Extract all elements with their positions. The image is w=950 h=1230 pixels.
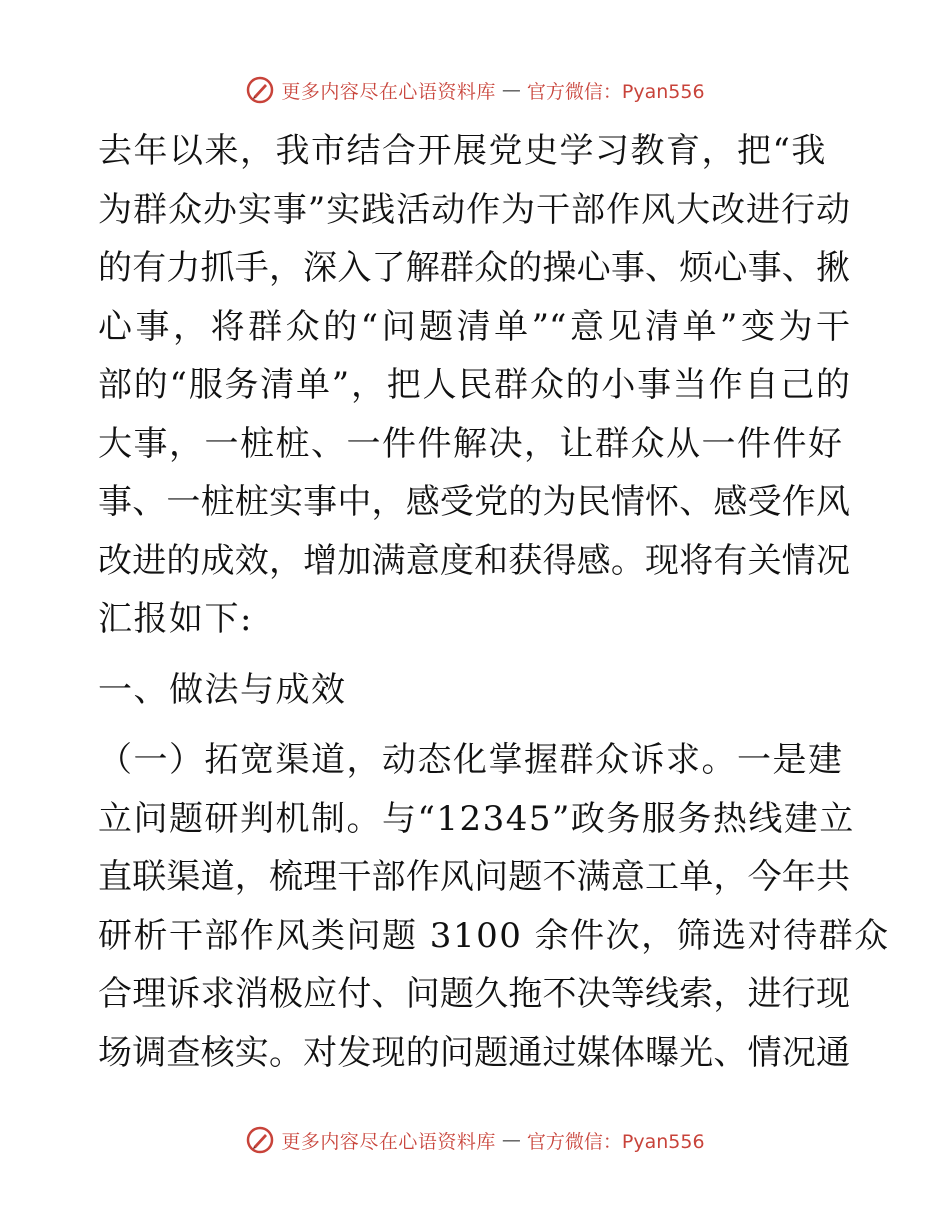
pen-logo-icon — [245, 1125, 275, 1155]
text-line: 立问题研判机制。与“12345”政务服务热线建立 — [98, 798, 855, 839]
text-line: 改进的成效，增加满意度和获得感。现将有关情况 — [98, 540, 850, 581]
text-line: 心事，将群众的“问题清单”“意见清单”变为干 — [98, 306, 850, 347]
text-line: 为群众办实事”实践活动作为干部作风大改进行动 — [98, 189, 850, 230]
header-watermark-banner — [0, 70, 950, 110]
banner-separator: — — [501, 1129, 521, 1151]
banner-library-text: 更多内容尽在心语资料库 — [281, 80, 496, 103]
section-heading: 一、做法与成效 — [98, 669, 347, 710]
text-line: 部的“服务清单”，把人民群众的小事当作自己的 — [98, 365, 850, 405]
banner-library-text: 更多内容尽在心语资料库 — [281, 1130, 496, 1153]
text-line: 去年以来，我市结合开展党史学习教育，把“我 — [98, 131, 827, 171]
document-body — [98, 122, 890, 1082]
text-line: （一）拓宽渠道，动态化掌握群众诉求。一是建 — [98, 740, 844, 780]
text-line: 合理诉求消极应付、问题久拖不决等线索，进行现 — [98, 974, 850, 1014]
text-line: 事、一桩桩实事中，感受党的为民情怀、感受作风 — [98, 482, 850, 522]
text-line: 的有力抓手，深入了解群众的操心事、烦心事、揪 — [98, 248, 850, 288]
text-line: 场调查核实。对发现的问题通过媒体曝光、情况通 — [98, 1032, 850, 1073]
footer-watermark-banner — [0, 1120, 950, 1160]
intro-paragraph — [98, 122, 850, 649]
pen-logo-icon — [245, 75, 275, 105]
banner-separator: — — [501, 79, 521, 101]
text-line: 研析干部作风类问题 3100 余件次，筛选对待群众 — [98, 915, 890, 956]
banner-wechat-text: 官方微信：Pyan556 — [526, 80, 705, 103]
text-line: 汇报如下: — [98, 599, 253, 639]
banner-wechat-text: 官方微信：Pyan556 — [526, 1130, 705, 1153]
section-paragraph — [98, 731, 890, 1082]
text-line: 大事，一桩桩、一件件解决，让群众从一件件好 — [98, 423, 844, 464]
text-line: 直联渠道，梳理干部作风问题不满意工单，今年共 — [98, 857, 850, 897]
